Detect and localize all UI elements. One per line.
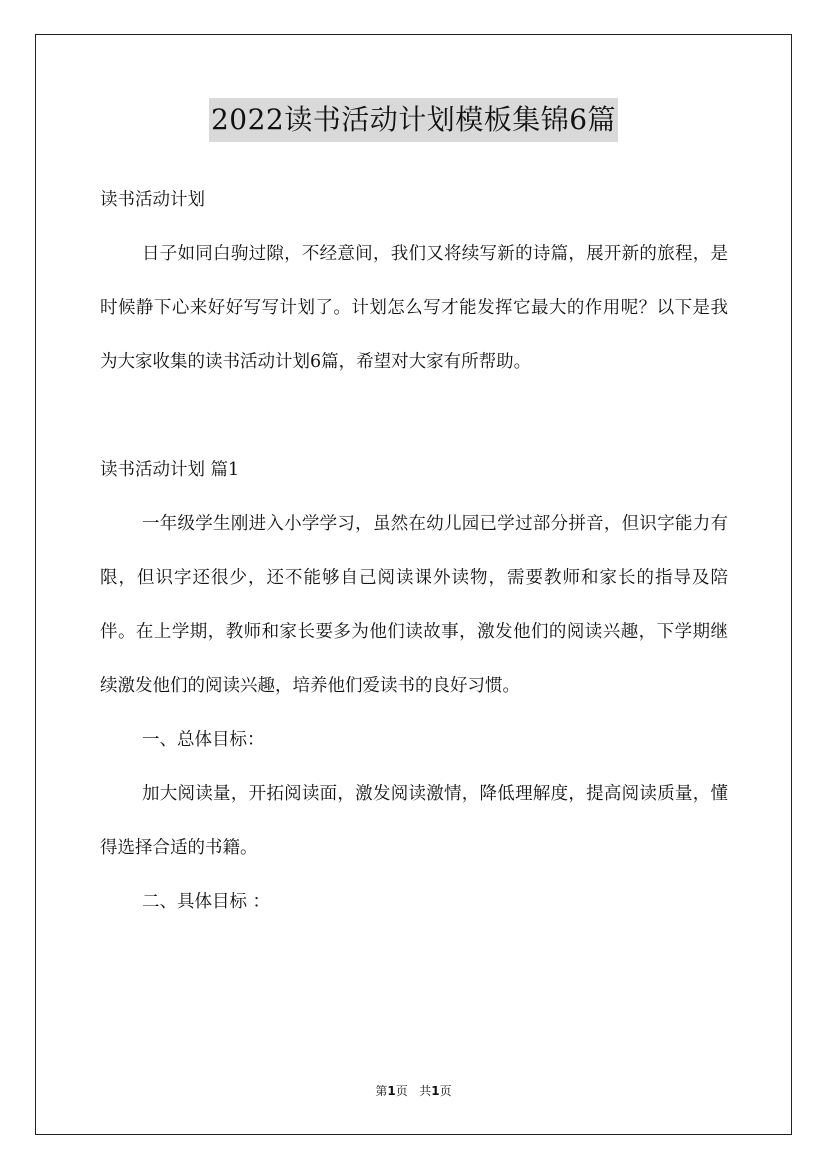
document-body	[100, 173, 728, 929]
page-footer	[0, 1083, 827, 1099]
intro-paragraph: 日子如同白驹过隙，不经意间，我们又将续写新的诗篇，展开新的旅程，是时候静下心来好好写写计划了。计划怎么写才能发挥它最大的作用呢？以下是我为大家收集的读书活动计划6篇，希望对大家有所帮助。	[100, 244, 728, 372]
body-paragraph: 加大阅读量，开拓阅读面，激发阅读激情，降低理解度，提高阅读质量，懂得选择合适的书籍。	[100, 784, 728, 858]
body-paragraph: 一年级学生刚进入小学学习，虽然在幼儿园已学过部分拼音，但识字能力有限，但识字还很少，还不能够自己阅读课外读物，需要教师和家长的指导及陪伴。在上学期，教师和家长要多为他们读故事，激发他们的阅读兴趣，下学期继续激发他们的阅读兴趣，培养他们爱读书的良好习惯。	[100, 514, 728, 696]
footer-total-number: 1	[431, 1084, 440, 1098]
footer-total-prefix: 共	[419, 1084, 432, 1098]
document-title: 2022读书活动计划模板集锦6篇	[209, 98, 618, 142]
section-heading-1: 读书活动计划 篇1	[100, 460, 240, 480]
section-heading: 读书活动计划	[100, 190, 205, 210]
subheading-specific-goal: 二、具体目标 ：	[142, 892, 271, 912]
subheading-overall-goal: 一、总体目标：	[142, 730, 265, 750]
footer-page-number: 1	[387, 1084, 396, 1098]
title-area	[0, 98, 827, 142]
footer-total-suffix: 页	[439, 1084, 452, 1098]
footer-page-suffix: 页	[395, 1084, 408, 1098]
footer-page-prefix: 第	[375, 1084, 388, 1098]
paragraph-spacer	[100, 389, 728, 443]
